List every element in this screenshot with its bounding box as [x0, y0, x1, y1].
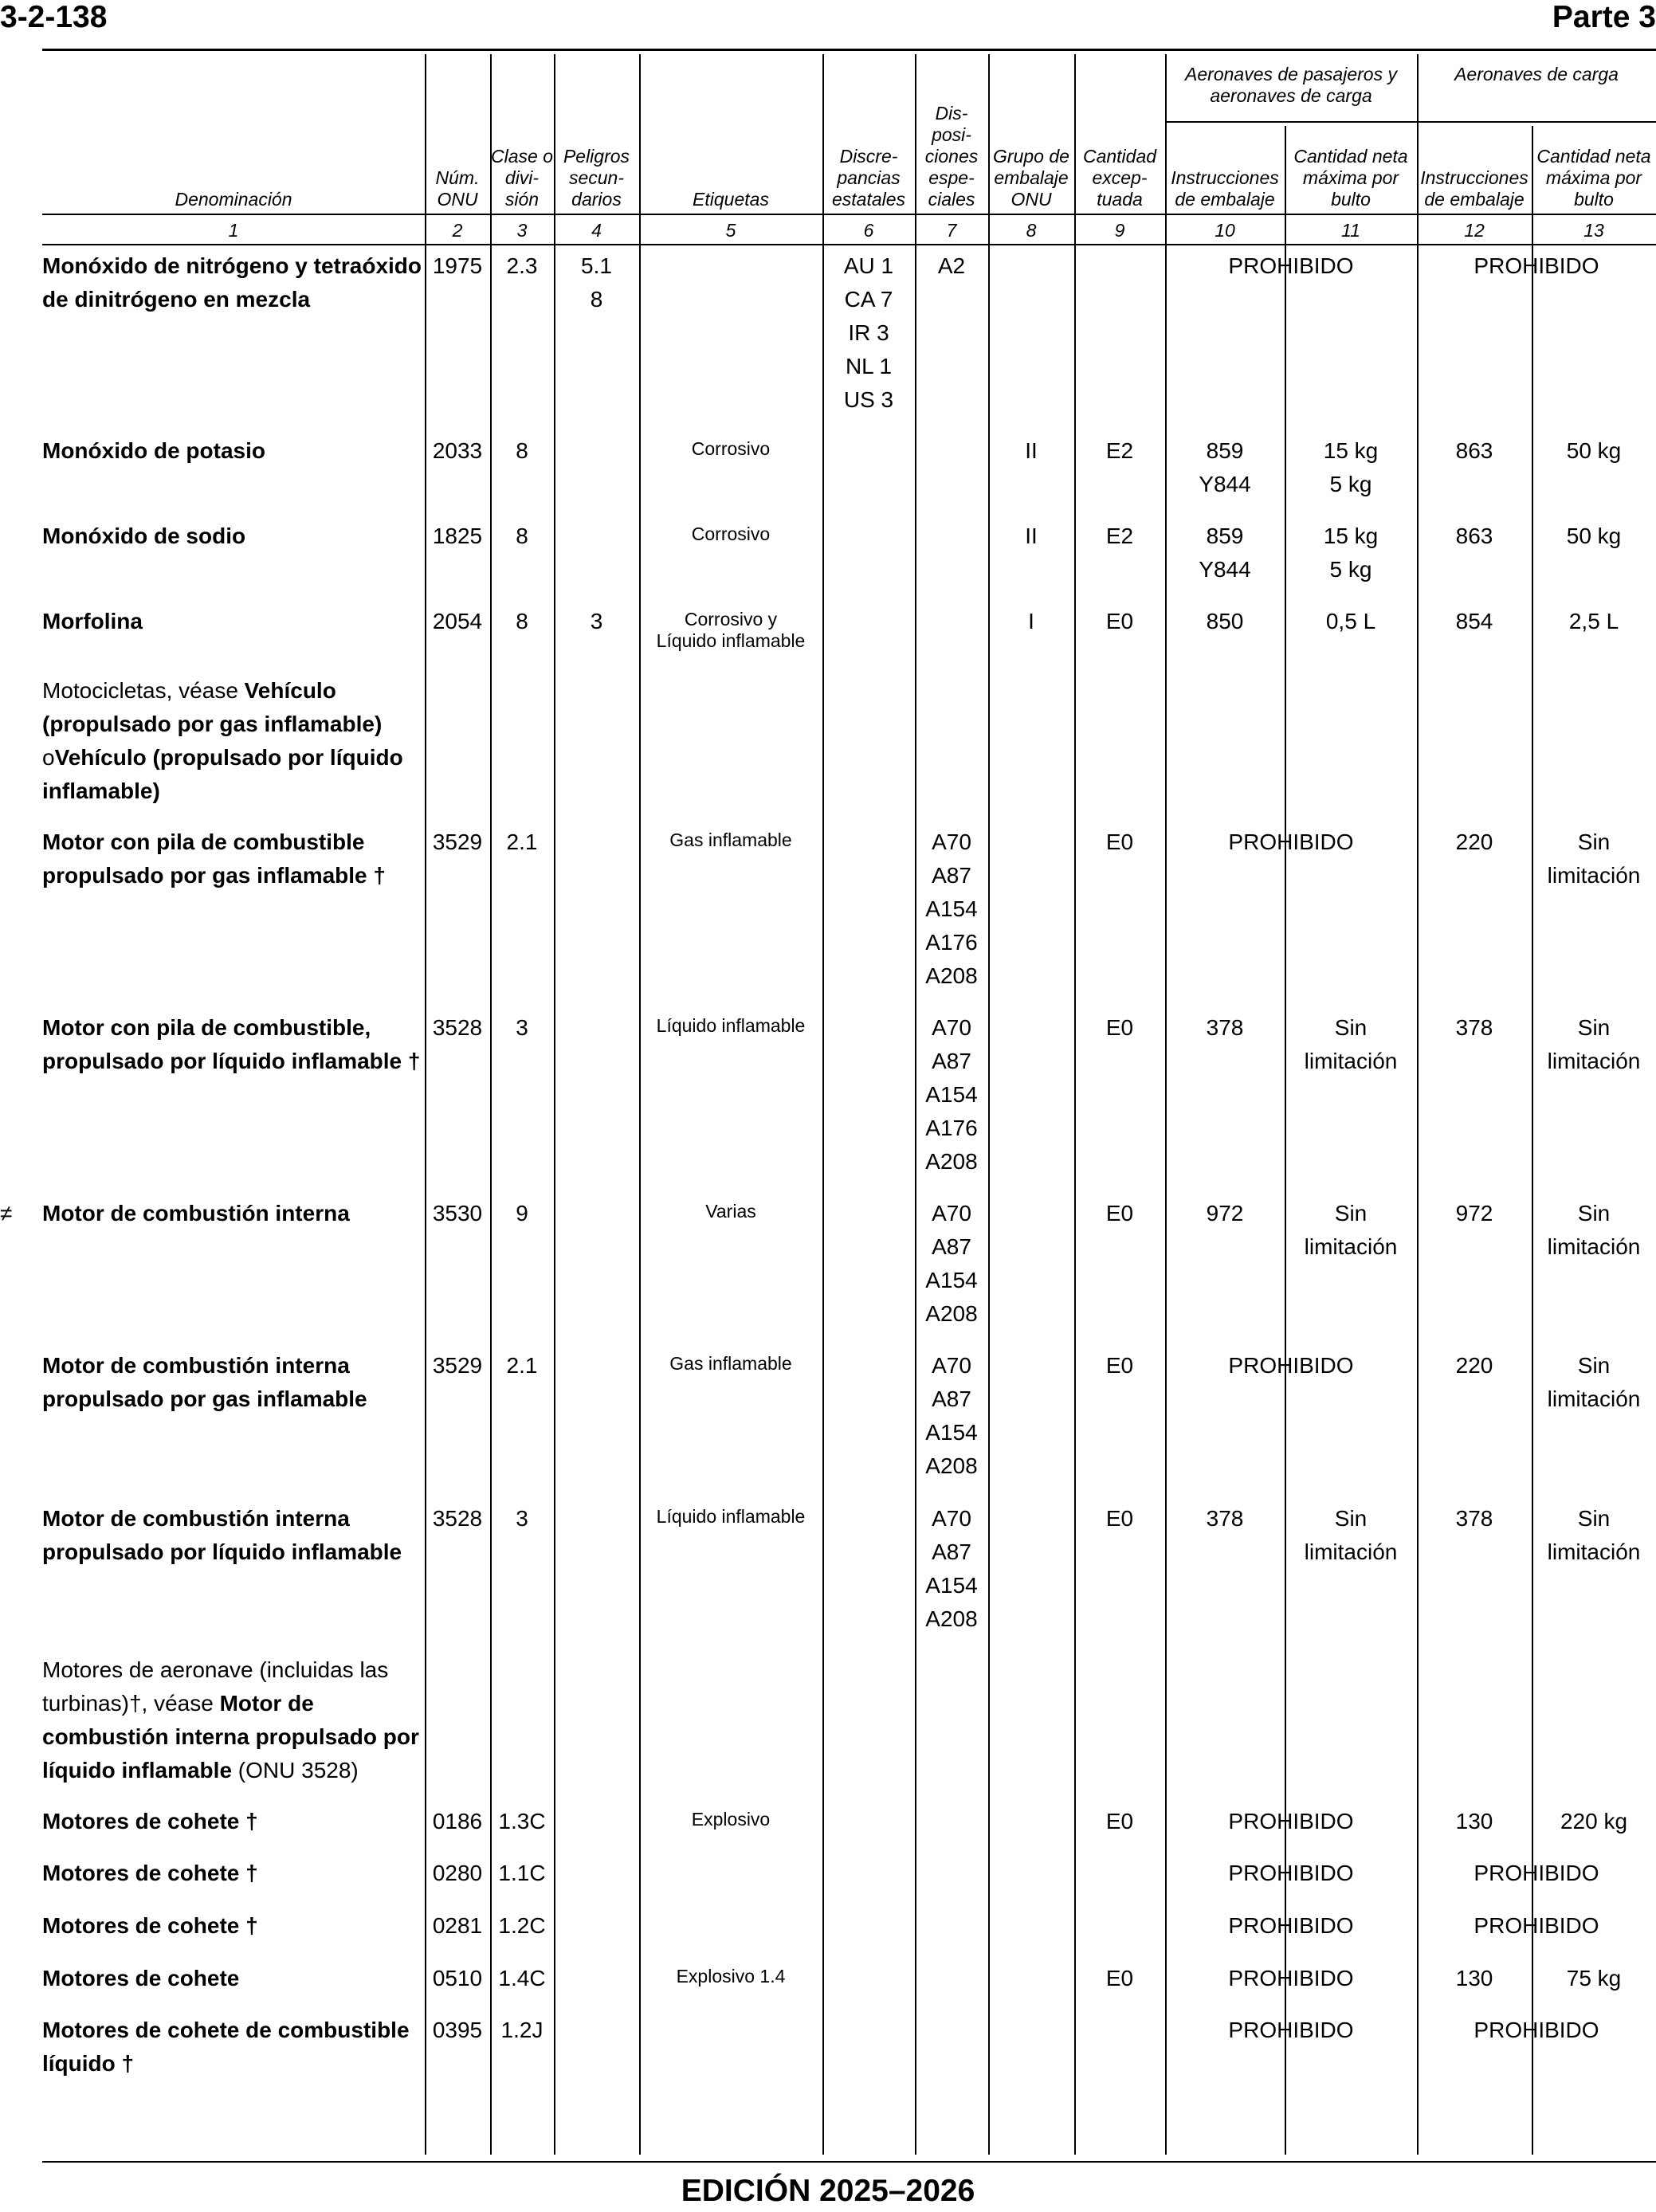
state-variation-line: NL 1 — [845, 354, 893, 378]
special-provision — [915, 1349, 988, 1483]
special-provision — [915, 1502, 988, 1636]
class-division: 8 — [516, 609, 528, 633]
cross-reference-target: Vehículo (propulsado por líquido inflamable) — [42, 745, 403, 803]
cargo-packing-instruction-line: 220 — [1455, 1353, 1493, 1378]
cargo-packing-instruction-line: 130 — [1455, 1966, 1493, 1990]
special-provision-line: A208 — [925, 1606, 978, 1631]
cargo-packing-instruction-line: 130 — [1455, 1809, 1493, 1834]
entry-name — [42, 1857, 425, 1890]
state-variation-line: CA 7 — [844, 287, 893, 312]
column-rule — [554, 54, 555, 2155]
state-variation-line: AU 1 — [843, 253, 894, 278]
entry-name-text: Motores de cohete de combustible líquido † — [42, 2018, 410, 2076]
hazard-label: Varias — [705, 1201, 756, 1222]
cargo-packing-instruction — [1417, 605, 1532, 638]
cross-reference-text: (ONU 3528) — [232, 1758, 359, 1783]
top-rule — [42, 49, 1656, 51]
packing-group: II — [1025, 438, 1038, 463]
cargo-packing-instruction-line: 220 — [1455, 830, 1493, 854]
column-number: 6 — [863, 220, 874, 241]
packing-group: II — [1025, 524, 1038, 548]
page-number: 3-2-138 — [0, 0, 108, 34]
passenger-max-quantity-line: 15 kg — [1323, 524, 1379, 548]
entry-name — [42, 1502, 425, 1569]
column-rule — [1165, 54, 1167, 2155]
special-provision-line: A70 — [932, 1201, 971, 1226]
special-provision-line: A208 — [925, 1149, 978, 1174]
entry-name — [42, 1805, 425, 1838]
entry-name-text: Motor de combustión interna propulsado por gas inflamable — [42, 1353, 367, 1411]
passenger-packing-instruction — [1165, 520, 1285, 586]
special-provision-line: A70 — [932, 1015, 971, 1040]
passenger-prohibited: PROHIBIDO — [1228, 1861, 1354, 1885]
column-rule — [1285, 126, 1286, 2155]
entry-name-text: Monóxido de nitrógeno y tetraóxido de dinitrógeno en mezcla — [42, 253, 422, 312]
entry-name-text: Motor con pila de combustible, propulsado por líquido inflamable † — [42, 1015, 421, 1073]
excepted-quantity: E0 — [1105, 1201, 1134, 1226]
cargo-max-quantity: Sin limitación — [1547, 1201, 1641, 1259]
class-division: 9 — [516, 1201, 528, 1226]
passenger-packing-instruction-line: Y844 — [1199, 472, 1251, 496]
subsidiary-hazard-line: 3 — [590, 609, 603, 633]
special-provision-line: A154 — [925, 1420, 978, 1445]
cargo-max-quantity: 50 kg — [1566, 438, 1622, 463]
hazard-label: Gas inflamable — [669, 1353, 792, 1374]
passenger-prohibited: PROHIBIDO — [1228, 830, 1354, 854]
entry-name — [42, 1653, 425, 1787]
un-number: 3529 — [432, 830, 483, 854]
column-number: 5 — [725, 220, 736, 241]
passenger-prohibited: PROHIBIDO — [1228, 1913, 1354, 1938]
column-number: 13 — [1583, 220, 1604, 241]
column-header: Discre- pancias estatales — [831, 146, 906, 210]
entry-name-text: Monóxido de potasio — [42, 438, 265, 463]
special-provision-line: A70 — [932, 830, 971, 854]
cargo-packing-instruction — [1417, 434, 1532, 468]
class-division: 2.1 — [506, 830, 538, 854]
passenger-packing-instruction — [1165, 1502, 1285, 1535]
passenger-packing-instruction-line: 378 — [1206, 1015, 1244, 1040]
column-number: 4 — [591, 220, 602, 241]
passenger-max-quantity — [1285, 520, 1417, 586]
cargo-max-quantity: Sin limitación — [1547, 1506, 1641, 1564]
special-provision-line: A176 — [925, 930, 978, 955]
hazard-label: Corrosivo — [691, 438, 771, 459]
un-number: 0281 — [432, 1913, 483, 1938]
cargo-max-quantity: Sin limitación — [1547, 1015, 1641, 1073]
state-variation — [822, 249, 915, 417]
passenger-max-quantity-line: 5 kg — [1329, 557, 1372, 582]
class-division: 3 — [516, 1015, 528, 1040]
passenger-packing-instruction — [1165, 1197, 1285, 1230]
cargo-packing-instruction — [1417, 1011, 1532, 1045]
cross-reference-target: Vehículo (propulsado por gas inflamable) — [42, 678, 383, 736]
excepted-quantity: E2 — [1105, 438, 1134, 463]
excepted-quantity: E0 — [1105, 830, 1134, 854]
entry-name-text: Monóxido de sodio — [42, 524, 246, 548]
passenger-max-quantity-line: 5 kg — [1329, 472, 1372, 496]
passenger-max-quantity — [1285, 434, 1417, 501]
column-rule — [425, 54, 426, 2155]
special-provision-line: A70 — [932, 1353, 971, 1378]
cargo-max-quantity: Sin limitación — [1547, 830, 1641, 888]
passenger-max-quantity-line: 0,5 L — [1325, 609, 1376, 633]
entry-name — [42, 1197, 425, 1230]
column-header: Cantidad neta máxima por bulto — [1536, 146, 1651, 210]
cargo-max-quantity: 75 kg — [1566, 1966, 1622, 1990]
hazard-label: Líquido inflamable — [656, 1506, 806, 1527]
entry-name-text: Motores de cohete † — [42, 1809, 258, 1834]
cross-reference-text: Motocicletas, véase — [42, 678, 245, 703]
un-number: 3529 — [432, 1353, 483, 1378]
passenger-packing-instruction-line: 859 — [1206, 524, 1244, 548]
special-provision-line: A87 — [932, 1234, 971, 1259]
hazard-label: Gas inflamable — [669, 830, 792, 850]
entry-name — [42, 2014, 425, 2081]
un-number: 2054 — [432, 609, 483, 633]
cargo-packing-instruction-line: 378 — [1455, 1015, 1493, 1040]
un-number: 0510 — [432, 1966, 483, 1990]
cross-reference-target: Motor de combustión interna propulsado por líquido inflamable — [42, 1691, 419, 1783]
cargo-packing-instruction — [1417, 1805, 1532, 1838]
hazard-label: Corrosivo y Líquido inflamable — [656, 609, 806, 651]
special-provision-line: A87 — [932, 1049, 971, 1073]
class-division: 1.2C — [498, 1913, 546, 1938]
class-division: 1.4C — [498, 1966, 546, 1990]
column-number: 7 — [946, 220, 957, 241]
special-provision-line: A154 — [925, 1268, 978, 1292]
header-rule — [42, 214, 1656, 215]
special-provision — [915, 249, 988, 283]
excepted-quantity: E0 — [1105, 1353, 1134, 1378]
cargo-packing-instruction — [1417, 520, 1532, 553]
group-header-passenger: Aeronaves de pasajeros y aeronaves de carga — [1185, 64, 1397, 106]
subsidiary-hazard-line: 5.1 — [581, 253, 612, 278]
edition-footer: EDICIÓN 2025–2026 — [681, 2174, 975, 2208]
class-division: 3 — [516, 1506, 528, 1531]
un-number: 0186 — [432, 1809, 483, 1834]
column-number-rule — [42, 244, 1656, 245]
passenger-prohibited: PROHIBIDO — [1228, 1809, 1354, 1834]
passenger-prohibited: PROHIBIDO — [1228, 1966, 1354, 1990]
cargo-max-quantity: 220 kg — [1560, 1809, 1628, 1834]
class-division: 1.1C — [498, 1861, 546, 1885]
passenger-prohibited: PROHIBIDO — [1228, 253, 1354, 278]
entry-name-text: Motor de combustión interna — [42, 1201, 350, 1226]
subsidiary-hazard — [554, 249, 639, 316]
cargo-packing-instruction — [1417, 1502, 1532, 1535]
column-number: 8 — [1026, 220, 1037, 241]
passenger-packing-instruction-line: 972 — [1206, 1201, 1244, 1226]
entry-name — [42, 605, 425, 638]
column-number: 9 — [1114, 220, 1125, 241]
entry-name — [42, 1011, 425, 1078]
cargo-prohibited: PROHIBIDO — [1474, 1913, 1599, 1938]
un-number: 0280 — [432, 1861, 483, 1885]
special-provision-line: A87 — [932, 1386, 971, 1411]
passenger-packing-instruction-line: Y844 — [1199, 557, 1251, 582]
cargo-max-quantity: 2,5 L — [1568, 609, 1619, 633]
change-mark: ≠ — [0, 1201, 13, 1226]
un-number: 3528 — [432, 1506, 483, 1531]
cargo-prohibited: PROHIBIDO — [1474, 253, 1599, 278]
passenger-packing-instruction-line: 850 — [1206, 609, 1244, 633]
entry-name — [42, 1962, 425, 1995]
column-header: Instrucciones de embalaje — [1171, 167, 1279, 210]
column-header: Denominación — [175, 189, 292, 210]
hazard-label: Corrosivo — [691, 524, 771, 544]
column-header: Instrucciones de embalaje — [1420, 167, 1528, 210]
entry-name-text: Morfolina — [42, 609, 143, 633]
entry-name — [42, 434, 425, 468]
cargo-packing-instruction — [1417, 1197, 1532, 1230]
hazard-label: Líquido inflamable — [656, 1015, 806, 1036]
column-number: 11 — [1341, 220, 1360, 241]
class-division: 1.3C — [498, 1809, 546, 1834]
special-provision-line: A208 — [925, 1453, 978, 1478]
class-division: 2.1 — [506, 1353, 538, 1378]
un-number: 1975 — [432, 253, 483, 278]
hazard-label: Explosivo — [691, 1809, 771, 1830]
un-number: 3530 — [432, 1201, 483, 1226]
class-division: 1.2J — [500, 2018, 543, 2042]
un-number: 0395 — [432, 2018, 483, 2042]
cargo-prohibited: PROHIBIDO — [1474, 2018, 1599, 2042]
state-variation-line: IR 3 — [848, 320, 889, 345]
class-division: 8 — [516, 438, 528, 463]
entry-name — [42, 249, 425, 316]
special-provision-line: A208 — [925, 963, 978, 988]
state-variation-line: US 3 — [843, 387, 894, 412]
cross-reference-text: o — [42, 745, 55, 770]
packing-group: I — [1028, 609, 1034, 633]
part-label: Parte 3 — [1552, 0, 1656, 34]
cargo-packing-instruction-line: 863 — [1455, 524, 1493, 548]
entry-name — [42, 520, 425, 553]
column-header: Cantidad neta máxima por bulto — [1293, 146, 1408, 210]
cargo-max-quantity: Sin limitación — [1547, 1353, 1641, 1411]
passenger-prohibited: PROHIBIDO — [1228, 2018, 1354, 2042]
class-division: 2.3 — [506, 253, 538, 278]
entry-name — [42, 1349, 425, 1416]
entry-name-text: Motor con pila de combustible propulsado por gas inflamable † — [42, 830, 386, 888]
group-rule — [1165, 121, 1656, 123]
entry-name-text: Motores de cohete † — [42, 1913, 258, 1938]
column-number: 12 — [1464, 220, 1485, 241]
cargo-packing-instruction-line: 863 — [1455, 438, 1493, 463]
column-header: Peligros secun- darios — [563, 146, 630, 210]
column-header: Núm. ONU — [435, 167, 480, 210]
passenger-packing-instruction — [1165, 1011, 1285, 1045]
excepted-quantity: E0 — [1105, 609, 1134, 633]
column-rule — [1074, 54, 1076, 2155]
column-rule — [490, 54, 492, 2155]
special-provision — [915, 1011, 988, 1179]
special-provision-line: A154 — [925, 1082, 978, 1107]
excepted-quantity: E0 — [1105, 1015, 1134, 1040]
passenger-packing-instruction — [1165, 605, 1285, 638]
special-provision-line: A87 — [932, 863, 971, 888]
entry-name — [42, 674, 425, 808]
excepted-quantity: E0 — [1105, 1506, 1134, 1531]
cargo-max-quantity: 50 kg — [1566, 524, 1622, 548]
column-rule — [639, 54, 641, 2155]
column-header: Clase o divi- sión — [491, 146, 553, 210]
special-provision — [915, 1197, 988, 1331]
un-number: 1825 — [432, 524, 483, 548]
passenger-max-quantity: Sin limitación — [1304, 1506, 1398, 1564]
special-provision-line: A154 — [925, 1573, 978, 1598]
passenger-max-quantity — [1285, 605, 1417, 638]
cross-reference-text: Motores de aeronave (incluidas las turbinas)†, véase — [42, 1657, 389, 1716]
column-number: 1 — [228, 220, 239, 241]
column-header: Etiquetas — [693, 189, 769, 210]
column-rule — [1417, 54, 1419, 2155]
passenger-packing-instruction-line: 859 — [1206, 438, 1244, 463]
special-provision-line: A2 — [937, 253, 966, 278]
cargo-packing-instruction — [1417, 1962, 1532, 1995]
special-provision-line: A70 — [932, 1506, 971, 1531]
excepted-quantity: E0 — [1105, 1809, 1134, 1834]
column-number: 2 — [452, 220, 463, 241]
entry-name-text: Motor de combustión interna propulsado por líquido inflamable — [42, 1506, 402, 1564]
passenger-packing-instruction — [1165, 434, 1285, 501]
cargo-packing-instruction-line: 378 — [1455, 1506, 1493, 1531]
entry-name-text: Motores de cohete † — [42, 1861, 258, 1885]
passenger-max-quantity: Sin limitación — [1304, 1201, 1398, 1259]
cargo-packing-instruction — [1417, 826, 1532, 859]
column-rule — [988, 54, 990, 2155]
hazard-label: Explosivo 1.4 — [676, 1966, 786, 1986]
un-number: 3528 — [432, 1015, 483, 1040]
subsidiary-hazard-line: 8 — [590, 287, 603, 312]
column-header: Grupo de embalaje ONU — [993, 146, 1069, 210]
cargo-packing-instruction-line: 854 — [1455, 609, 1493, 633]
special-provision-line: A87 — [932, 1539, 971, 1564]
column-number: 3 — [516, 220, 528, 241]
subsidiary-hazard — [554, 605, 639, 638]
column-header: Dis- posi- ciones espe- ciales — [924, 103, 979, 210]
cargo-packing-instruction — [1417, 1349, 1532, 1382]
passenger-packing-instruction-line: 378 — [1206, 1506, 1244, 1531]
column-rule — [1532, 126, 1533, 2155]
class-division: 8 — [516, 524, 528, 548]
entry-name — [42, 1909, 425, 1943]
group-header-cargo: Aeronaves de carga — [1454, 64, 1619, 84]
cargo-packing-instruction-line: 972 — [1455, 1201, 1493, 1226]
special-provision-line: A208 — [925, 1301, 978, 1326]
special-provision-line: A154 — [925, 896, 978, 921]
entry-name — [42, 826, 425, 892]
special-provision — [915, 826, 988, 993]
column-header: Cantidad excep- tuada — [1082, 146, 1157, 210]
excepted-quantity: E0 — [1105, 1966, 1134, 1990]
entry-name-text: Motores de cohete — [42, 1966, 240, 1990]
special-provision-line: A176 — [925, 1116, 978, 1140]
passenger-max-quantity-line: 15 kg — [1323, 438, 1379, 463]
column-number: 10 — [1215, 220, 1235, 241]
bottom-rule — [42, 2161, 1656, 2163]
cargo-prohibited: PROHIBIDO — [1474, 1861, 1599, 1885]
passenger-prohibited: PROHIBIDO — [1228, 1353, 1354, 1378]
passenger-max-quantity: Sin limitación — [1304, 1015, 1398, 1073]
excepted-quantity: E2 — [1105, 524, 1134, 548]
un-number: 2033 — [432, 438, 483, 463]
